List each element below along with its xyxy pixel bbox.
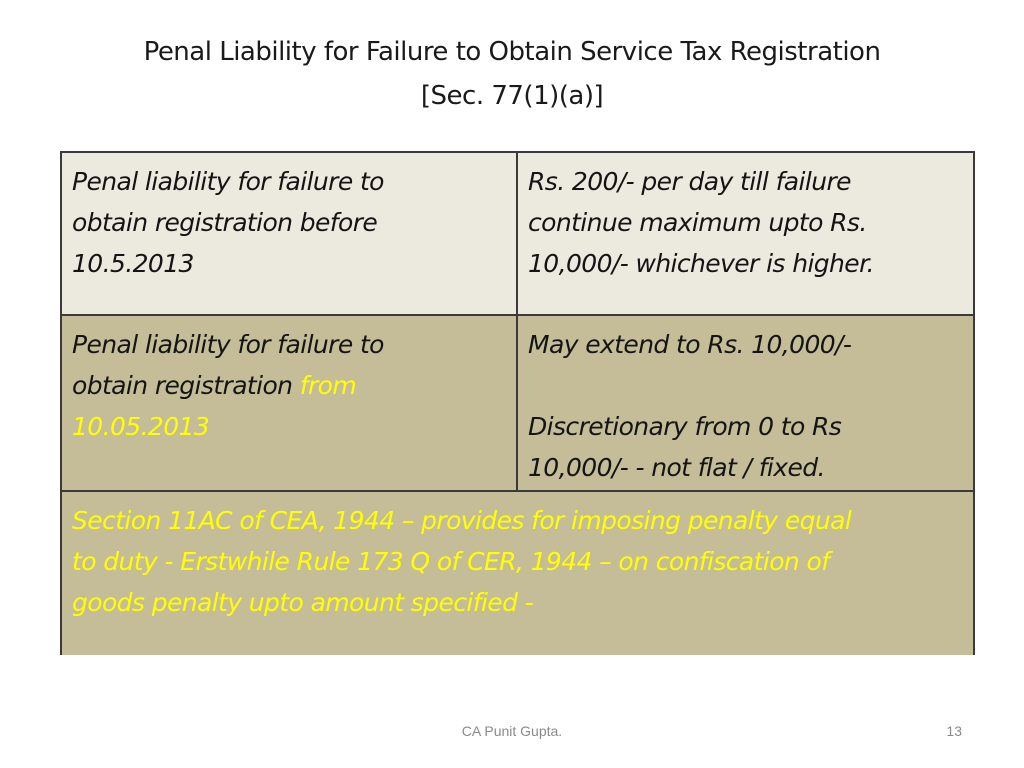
cell-text-line: continue maximum upto Rs. [528, 208, 867, 237]
table-cell-description [62, 316, 518, 490]
cell-text-line: Rs. 200/- per day till failure [528, 167, 851, 196]
cell-text-line: Discretionary from 0 to Rs [528, 412, 842, 441]
footer-author: CA Punit Gupta. [461, 723, 563, 739]
table-cell-penalty [518, 316, 973, 490]
cell-text-line: 10.5.2013 [72, 249, 194, 278]
cell-text-line: Penal liability for failure to [72, 167, 384, 196]
penalty-table [60, 151, 975, 655]
slide-title [40, 30, 984, 118]
cell-text-line: May extend to Rs. 10,000/- [528, 330, 852, 359]
cell-text-plain: obtain registration [72, 371, 300, 400]
cell-text-line: 10,000/- - not flat / fixed. [528, 453, 825, 482]
note-text-line: Section 11AC of CEA, 1944 – provides for imposing penalty equal [72, 506, 852, 535]
table-row-from-2013 [62, 316, 973, 492]
cell-text-highlight: from [299, 371, 357, 400]
note-text-line: goods penalty upto amount specified - [72, 588, 534, 617]
table-cell-description [62, 153, 518, 314]
cell-text-line: 10,000/- whichever is higher. [528, 249, 874, 278]
cell-spacer [528, 365, 963, 406]
cell-text-line [72, 365, 506, 406]
cell-text-line: Penal liability for failure to [72, 330, 384, 359]
slide-title-line-1: Penal Liability for Failure to Obtain Service Tax Registration [143, 37, 881, 67]
table-cell-note [62, 492, 973, 655]
slide-title-line-2: [Sec. 77(1)(a)] [420, 81, 604, 111]
note-text-line: to duty - Erstwhile Rule 173 Q of CER, 1944 – on confiscation of [72, 547, 830, 576]
page-number: 13 [946, 723, 962, 739]
cell-text-line: obtain registration before [72, 208, 378, 237]
table-row-section-note [62, 492, 973, 655]
table-row-before-2013 [62, 153, 973, 316]
cell-text-highlight-date: 10.05.2013 [72, 412, 210, 441]
table-cell-penalty [518, 153, 973, 314]
